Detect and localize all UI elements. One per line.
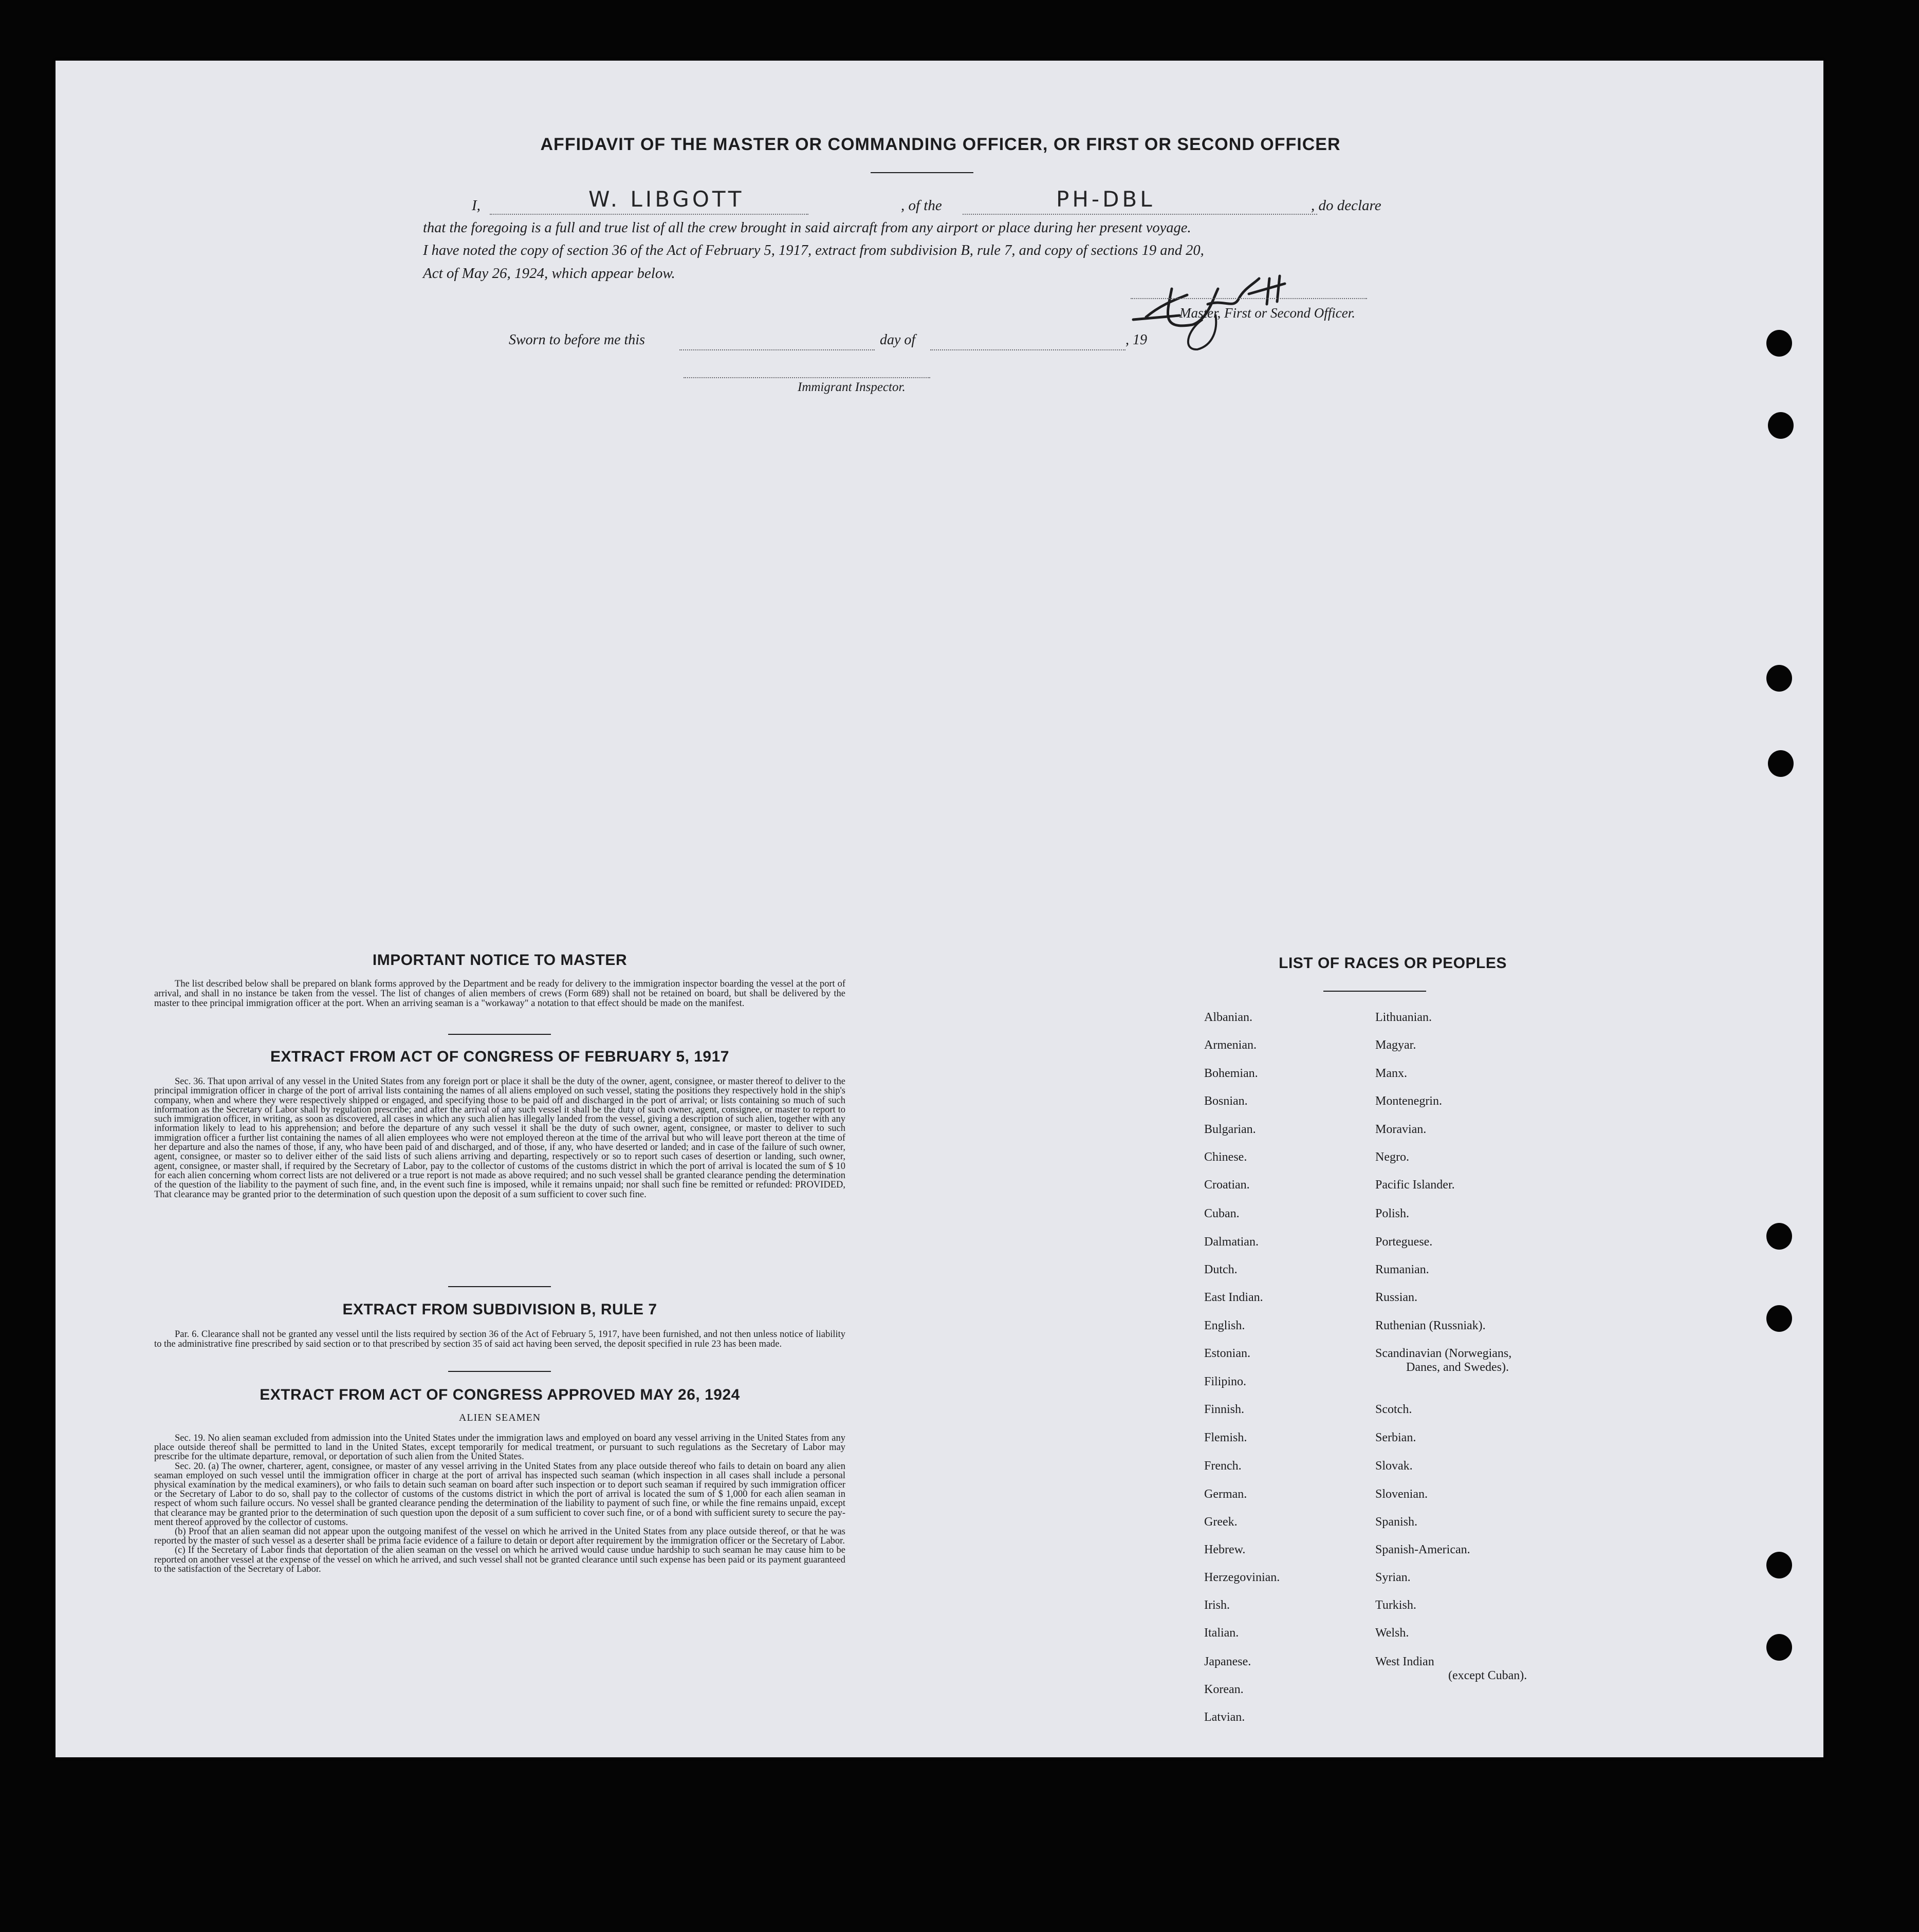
race-item: Filipino. [1204, 1375, 1247, 1388]
sworn-month-line [930, 349, 1125, 350]
race-item: East Indian. [1204, 1291, 1263, 1304]
race-item: Bosnian. [1204, 1094, 1248, 1108]
declaration-line-3: I have noted the copy of section 36 of the Act of February 5, 1917, extract from subdivision B, rule 7, and copy of sections 19 and 20, [423, 243, 1204, 258]
sworn-label: Sworn to before me this [509, 332, 645, 348]
signature-line [1131, 298, 1367, 299]
divider [448, 1286, 551, 1287]
race-item: French. [1204, 1459, 1242, 1473]
day-of-label: day of [880, 332, 916, 348]
extract-1917-text: Sec. 36. That upon arrival of any vessel in the United States from any foreign port or place it shall be the duty of the owner, agent, consignee, or master thereof to deliver to the principal immigration officer in charge of the port of arrival lists containing the names of all aliens employed on such vessel, stating the positions they respectively hold in the ship's company, when and where they were respectively shipped or engaged, and specifying those to be paid off and discharged in the port of arrival; or lists containing so much of such information as the Secretary of Labor shall by regulation prescribe; and after the arrival of any such vessel it shall be the duty of such owner, agent, consignee, or master to report to such immigration officer, in writing, as soon as discovered, all cases in which any such alien has illegally landed from the vessel, giving a description of such alien, together with any information likely to lead to his apprehension; and before the departure of any such vessel it shall be the duty of such owner, agent, consignee, or master to deliver to such immigration officer a further list containing the names of all alien employees who were not employed thereon at the time of the arrival but who will leave port thereon at the time of her departure and also the names of those, if any, who have been paid of and discharged, and of those, if any, who have deserted or landed; and in case of the failure of such owner, agent, consignee, or master so to deliver either of the said lists of such aliens arriving and departing, respectively or so to report such cases of desertion or landing, such owner, agent, consignee, or master shall, if required by the Secretary of Labor, pay to the collector of customs of the customs district in which the port of arrival is located the sum of $ 10 for each alien concerning whom correct lists are not delivered or a true report is not made as above required; and no such vessel shall be granted clearance pending the determination of the question of the liability to the payment of such fine, and, in the event such fine is imposed, while it remains unpaid; nor shall such fine be remitted or refunded: PROVIDED, That clearance may be granted prior to the determination of such question upon the deposit of a sum sufficient to cover such fine. [154, 1076, 845, 1200]
race-item: English. [1204, 1319, 1245, 1332]
officer-name-line [490, 214, 808, 215]
binder-hole [1766, 1305, 1792, 1332]
sec-20b-paragraph: (b) Proof that an alien seaman did not appear upon the outgoing manifest of the vessel on which he arrived in the United States from any place outside thereof, or that he was reported by the master of such vessel as a deserter shall be prima facie evidence of a failure to detain or deport after requirement by the immigration officer or the Secretary of Labor. [154, 1527, 845, 1547]
race-item: Serbian. [1375, 1431, 1416, 1444]
declaration-line-2: that the foregoing is a full and true list of all the crew brought in said aircraft from any airport or place during her present voyage. [423, 220, 1191, 236]
officer-name: W. LIBGOTT [588, 187, 745, 212]
extract-1917-title: EXTRACT FROM ACT OF CONGRESS OF FEBRUARY 5, 1917 [270, 1048, 729, 1065]
binder-hole [1766, 1223, 1792, 1250]
race-item: Welsh. [1375, 1626, 1409, 1640]
notice-title: IMPORTANT NOTICE TO MASTER [372, 952, 628, 969]
signature-caption: Master, First or Second Officer. [1179, 305, 1355, 321]
race-item: Latvian. [1204, 1711, 1245, 1724]
do-declare-label: , do declare [1311, 197, 1381, 214]
race-item: Pacific Islander. [1375, 1178, 1455, 1192]
race-item: Finnish. [1204, 1403, 1245, 1416]
title-underline [871, 172, 973, 173]
race-item: Bohemian. [1204, 1067, 1258, 1080]
race-item: Danes, and Swedes). [1406, 1361, 1509, 1374]
race-item: Japanese. [1204, 1655, 1251, 1668]
notice-text: The list described below shall be prepared on blank forms approved by the Department and be ready for delivery to the immigration inspector boarding the vessel at the port of arrival, and shall in no instance be taken from the vessel. The list of changes of alien members of crews (Form 689) shall not be retained on board, but shall be delivered by the master to thee principal immigration officer at the port. When an arriving seaman is a "workaway" a notation to that effect should be made on the manifest. [154, 979, 845, 1009]
race-item: Hebrew. [1204, 1543, 1246, 1556]
race-item: (except Cuban). [1448, 1669, 1527, 1682]
race-item: Italian. [1204, 1626, 1239, 1640]
race-item: Korean. [1204, 1683, 1244, 1696]
race-item: Scandinavian (Norwegians, [1375, 1347, 1512, 1360]
aircraft-id: PH-DBL [1056, 187, 1155, 212]
of-the-label: , of the [901, 197, 942, 214]
race-item: Bulgarian. [1204, 1123, 1256, 1136]
sec-20c-paragraph: (c) If the Secretary of Labor finds that deportation of the alien seaman on the vessel on which he arrived would cause undue hardship to such seaman he may cause him to be reported on another vessel at the expense of the vessel on which he arrived, and such vessel shall not be granted clearance until such expense has been paid or its payment guaranteed to the satisfaction of the Secretary of Labor. [154, 1545, 845, 1574]
race-item: Scotch. [1375, 1403, 1412, 1416]
race-item: German. [1204, 1488, 1247, 1501]
race-item: Syrian. [1375, 1571, 1411, 1584]
sworn-day-line [679, 349, 875, 350]
race-item: Estonian. [1204, 1347, 1250, 1360]
race-item: Russian. [1375, 1291, 1418, 1304]
divider [448, 1371, 551, 1372]
race-item: Dutch. [1204, 1263, 1238, 1276]
binder-hole [1766, 1634, 1792, 1661]
race-item: Albanian. [1204, 1011, 1252, 1024]
extract-1924-title: EXTRACT FROM ACT OF CONGRESS APPROVED MAY 26, 1924 [260, 1386, 740, 1403]
rule-7-title: EXTRACT FROM SUBDIVISION B, RULE 7 [342, 1301, 657, 1318]
race-item: Manx. [1375, 1067, 1407, 1080]
binder-hole [1768, 750, 1794, 777]
race-item: Rumanian. [1375, 1263, 1429, 1276]
race-item: Croatian. [1204, 1178, 1250, 1192]
race-item: Chinese. [1204, 1150, 1247, 1164]
race-item: West Indian [1375, 1655, 1434, 1668]
sec-19-paragraph: Sec. 19. No alien seaman excluded from admission into the United States under the immigration laws and employed on board any vessel arriving in the United States from any place outside thereof shall be permitted to land in the United States, except temporarily for medical treatment, or pursuant to such regulations as the Secretary of Labor may prescribe for the ultimate departure, removal, or deportation of such alien from the United States. [154, 1433, 845, 1462]
race-item: Cuban. [1204, 1207, 1240, 1220]
race-item: Ruthenian (Russniak). [1375, 1319, 1486, 1332]
extract-1924-text [154, 1434, 845, 1574]
races-title: LIST OF RACES OR PEOPLES [1279, 955, 1507, 972]
divider [448, 1034, 551, 1035]
race-item: Polish. [1375, 1207, 1410, 1220]
binder-hole [1768, 412, 1794, 439]
year-label: , 19 [1125, 332, 1147, 348]
race-item: Slovenian. [1375, 1488, 1428, 1501]
race-item: Negro. [1375, 1150, 1409, 1164]
race-item: Montenegrin. [1375, 1094, 1442, 1108]
race-item: Spanish. [1375, 1515, 1418, 1529]
inspector-line [684, 377, 930, 378]
binder-hole [1766, 665, 1792, 692]
sec-20a-paragraph: Sec. 20. (a) The owner, charterer, agent, consignee, or master of any vessel arriving in the United States from any place outside thereof who fails to detain on board any alien seaman employed on such vessel until the immigration officer in charge at the port of arrival has inspected such seaman (which inspection in all cases shall include a personal physical examination by the medical examiners), or who fails to detain such seaman on board after such inspection or to deport such seaman if required by such immigration officer or the Secretary of Labor to do so, shall pay to the collector of customs of the customs district in which the port of arrival is located the sum of $ 1,000 for each alien seaman in respect of whom such failure occurs. No vessel shall be granted clearance pending the determination of the liability to payment of such fine, or while the fine remains unpaid, except that clearance may be granted prior to the determination of such question upon the deposit of a sum sufficient to cover such fine, or of a bond with sufficient surety to secure the pay-ment thereof approved by the collector of customs. [154, 1461, 845, 1528]
aircraft-line [963, 214, 1317, 215]
binder-hole [1766, 330, 1792, 357]
binder-hole [1766, 1552, 1792, 1578]
rule-7-text: Par. 6. Clearance shall not be granted any vessel until the lists required by section 36 of the Act of February 5, 1917, have been furnished, and not then unless notice of liability to the administrative fine prescribed by said section or to that prescribed by section 35 of said act having been served, the deposit specified in rule 23 has been made. [154, 1329, 845, 1349]
inspector-label: Immigrant Inspector. [798, 380, 906, 394]
race-item: Irish. [1204, 1599, 1230, 1612]
race-item: Herzegovinian. [1204, 1571, 1280, 1584]
race-item: Lithuanian. [1375, 1011, 1432, 1024]
race-item: Turkish. [1375, 1599, 1416, 1612]
declaration-line-4: Act of May 26, 1924, which appear below. [423, 265, 675, 282]
race-item: Dalmatian. [1204, 1235, 1259, 1249]
race-item: Moravian. [1375, 1123, 1427, 1136]
race-item: Armenian. [1204, 1038, 1257, 1052]
race-item: Spanish-American. [1375, 1543, 1470, 1556]
race-item: Slovak. [1375, 1459, 1413, 1473]
races-underline [1323, 991, 1426, 992]
i-label: I, [472, 197, 481, 214]
race-item: Magyar. [1375, 1038, 1416, 1052]
affidavit-title: AFFIDAVIT OF THE MASTER OR COMMANDING OFFICER, OR FIRST OR SECOND OFFICER [540, 135, 1341, 154]
race-item: Porteguese. [1375, 1235, 1433, 1249]
race-item: Flemish. [1204, 1431, 1247, 1444]
alien-seamen-subtitle: ALIEN SEAMEN [458, 1412, 541, 1423]
race-item: Greek. [1204, 1515, 1238, 1529]
